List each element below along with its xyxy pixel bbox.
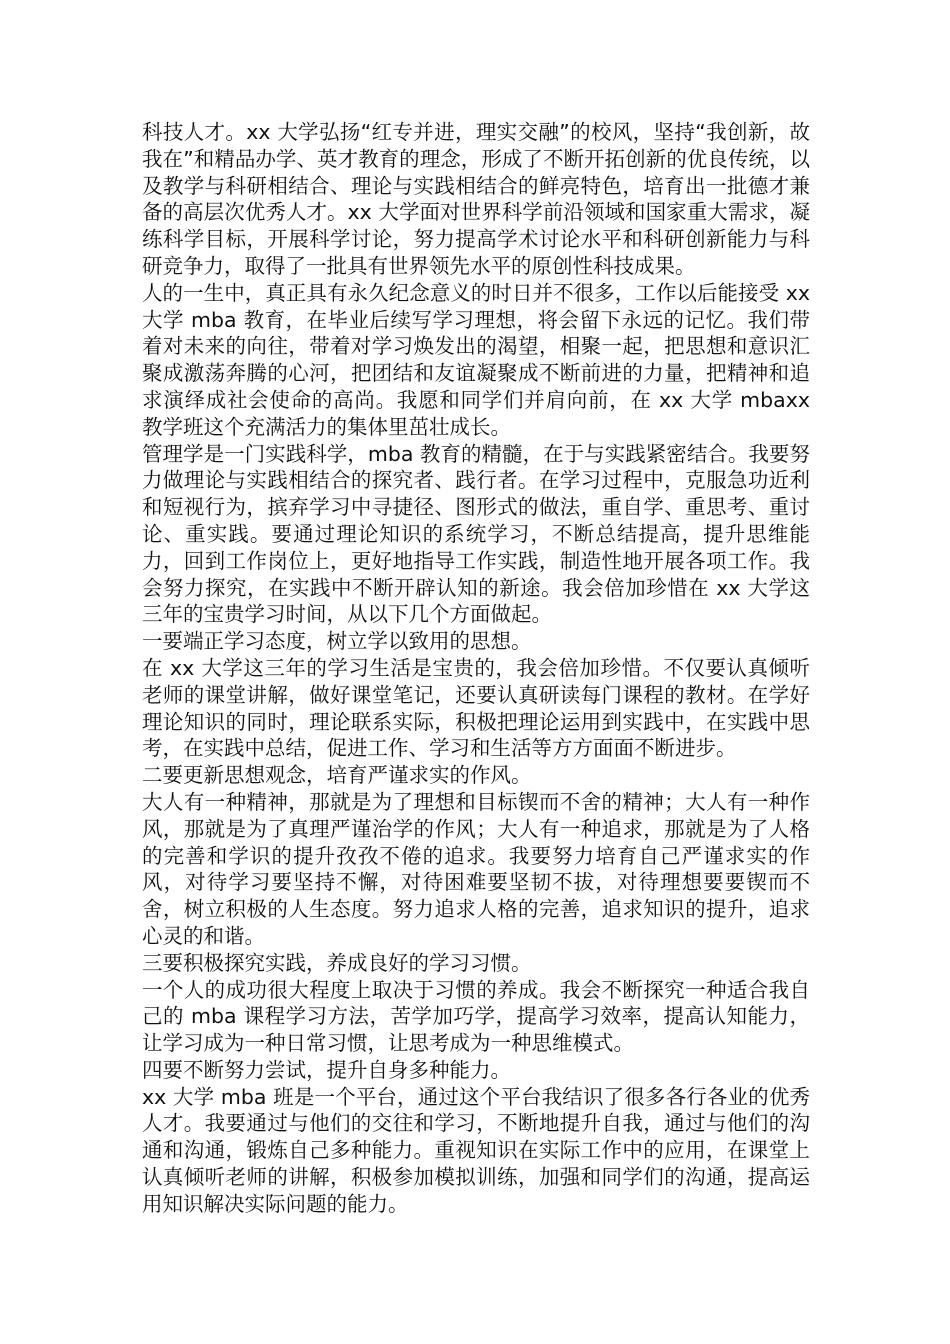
paragraph-3: 管理学是一门实践科学，mba 教育的精髓，在于与实践紧密结合。我要努力做理论与实践相结合的探究者、践行者。在学习过程中，克服急功近利和短视行为，摈弃学习中寻捷径、图形式的做法，重自学、重思考、重讨论、重实践。要通过理论知识的系统学习，不断总结提高，提升思维能力，回到工作岗位上，更好地指导工作实践，制造性地开展各项工作。我会努力探究，在实践中不断开辟认知的新途。我会倍加珍惜在 xx 大学这三年的宝贵学习时间，从以下几个方面做起。 xyxy=(142,441,810,627)
paragraph-4: 在 xx 大学这三年的学习生活是宝贵的，我会倍加珍惜。不仅要认真倾听老师的课堂讲解，做好课堂笔记，还要认真研读每门课程的教材。在学好理论知识的同时，理论联系实际，积极把理论运用到实践中，在实践中思考，在实践中总结，促进工作、学习和生活等方方面面不断进步。 xyxy=(142,655,810,761)
heading-1: 一要端正学习态度，树立学以致用的思想。 xyxy=(142,629,532,654)
heading-2: 二要更新思想观念，培育严谨求实的作风。 xyxy=(142,763,532,788)
paragraph-6: 一个人的成功很大程度上取决于习惯的养成。我会不断探究一种适合我自己的 mba 课程学习方法，苦学加巧学，提高学习效率，提高认知能力，让学习成为一种日常习惯，让思考成为一种思维模式。 xyxy=(142,977,810,1056)
paragraph-2: 人的一生中，真正具有永久纪念意义的时日并不很多，工作以后能接受 xx 大学 mba 教育，在毕业后续写学习理想，将会留下永远的记忆。我们带着对未来的向往，带着对学习焕发出的渴望，相聚一起，把思想和意识汇聚成激荡奔腾的心河，把团结和友谊凝聚成不断前进的力量，把精神和追求演绎成社会使命的高尚。我愿和同学们并肩向前，在 xx 大学 mbaxx 教学班这个充满活力的集体里茁壮成长。 xyxy=(142,280,810,439)
paragraph-1: 科技人才。xx 大学弘扬“红专并进，理实交融”的校风，坚持“我创新，故我在”和精品办学、英才教育的理念，形成了不断开拓创新的优良传统，以及教学与科研相结合、理论与实践相结合的鲜亮特色，培育出一批德才兼备的高层次优秀人才。xx 大学面对世界科学前沿领域和国家重大需求，凝练科学目标，开展科学讨论，努力提高学术讨论水平和科研创新能力与科研竞争力，取得了一批具有世界领先水平的原创性科技成果。 xyxy=(142,120,810,278)
heading-4: 四要不断努力尝试，提升自身多种能力。 xyxy=(142,1057,511,1082)
paragraph-5: 大人有一种精神，那就是为了理想和目标锲而不舍的精神；大人有一种作风，那就是为了真理严谨治学的作风；大人有一种追求，那就是为了人格的完善和学识的提升孜孜不倦的追求。我要努力培育自己严谨求实的作风，对待学习要坚持不懈，对待困难要坚韧不拔，对待理想要要锲而不舍，树立积极的人生态度。努力追求人格的完善，追求知识的提升，追求心灵的和谐。 xyxy=(142,789,810,948)
paragraph-7: xx 大学 mba 班是一个平台，通过这个平台我结识了很多各行各业的优秀人才。我要通过与他们的交往和学习，不断地提升自我，通过与他们的沟通和沟通，锻炼自己多种能力。重视知识在实际工作中的应用，在课堂上认真倾听老师的讲解，积极参加模拟训练，加强和同学们的沟通，提高运用知识解决实际问题的能力。 xyxy=(142,1084,810,1216)
document-body xyxy=(142,119,810,1218)
heading-3: 三要积极探究实践，养成良好的学习习惯。 xyxy=(142,950,532,975)
